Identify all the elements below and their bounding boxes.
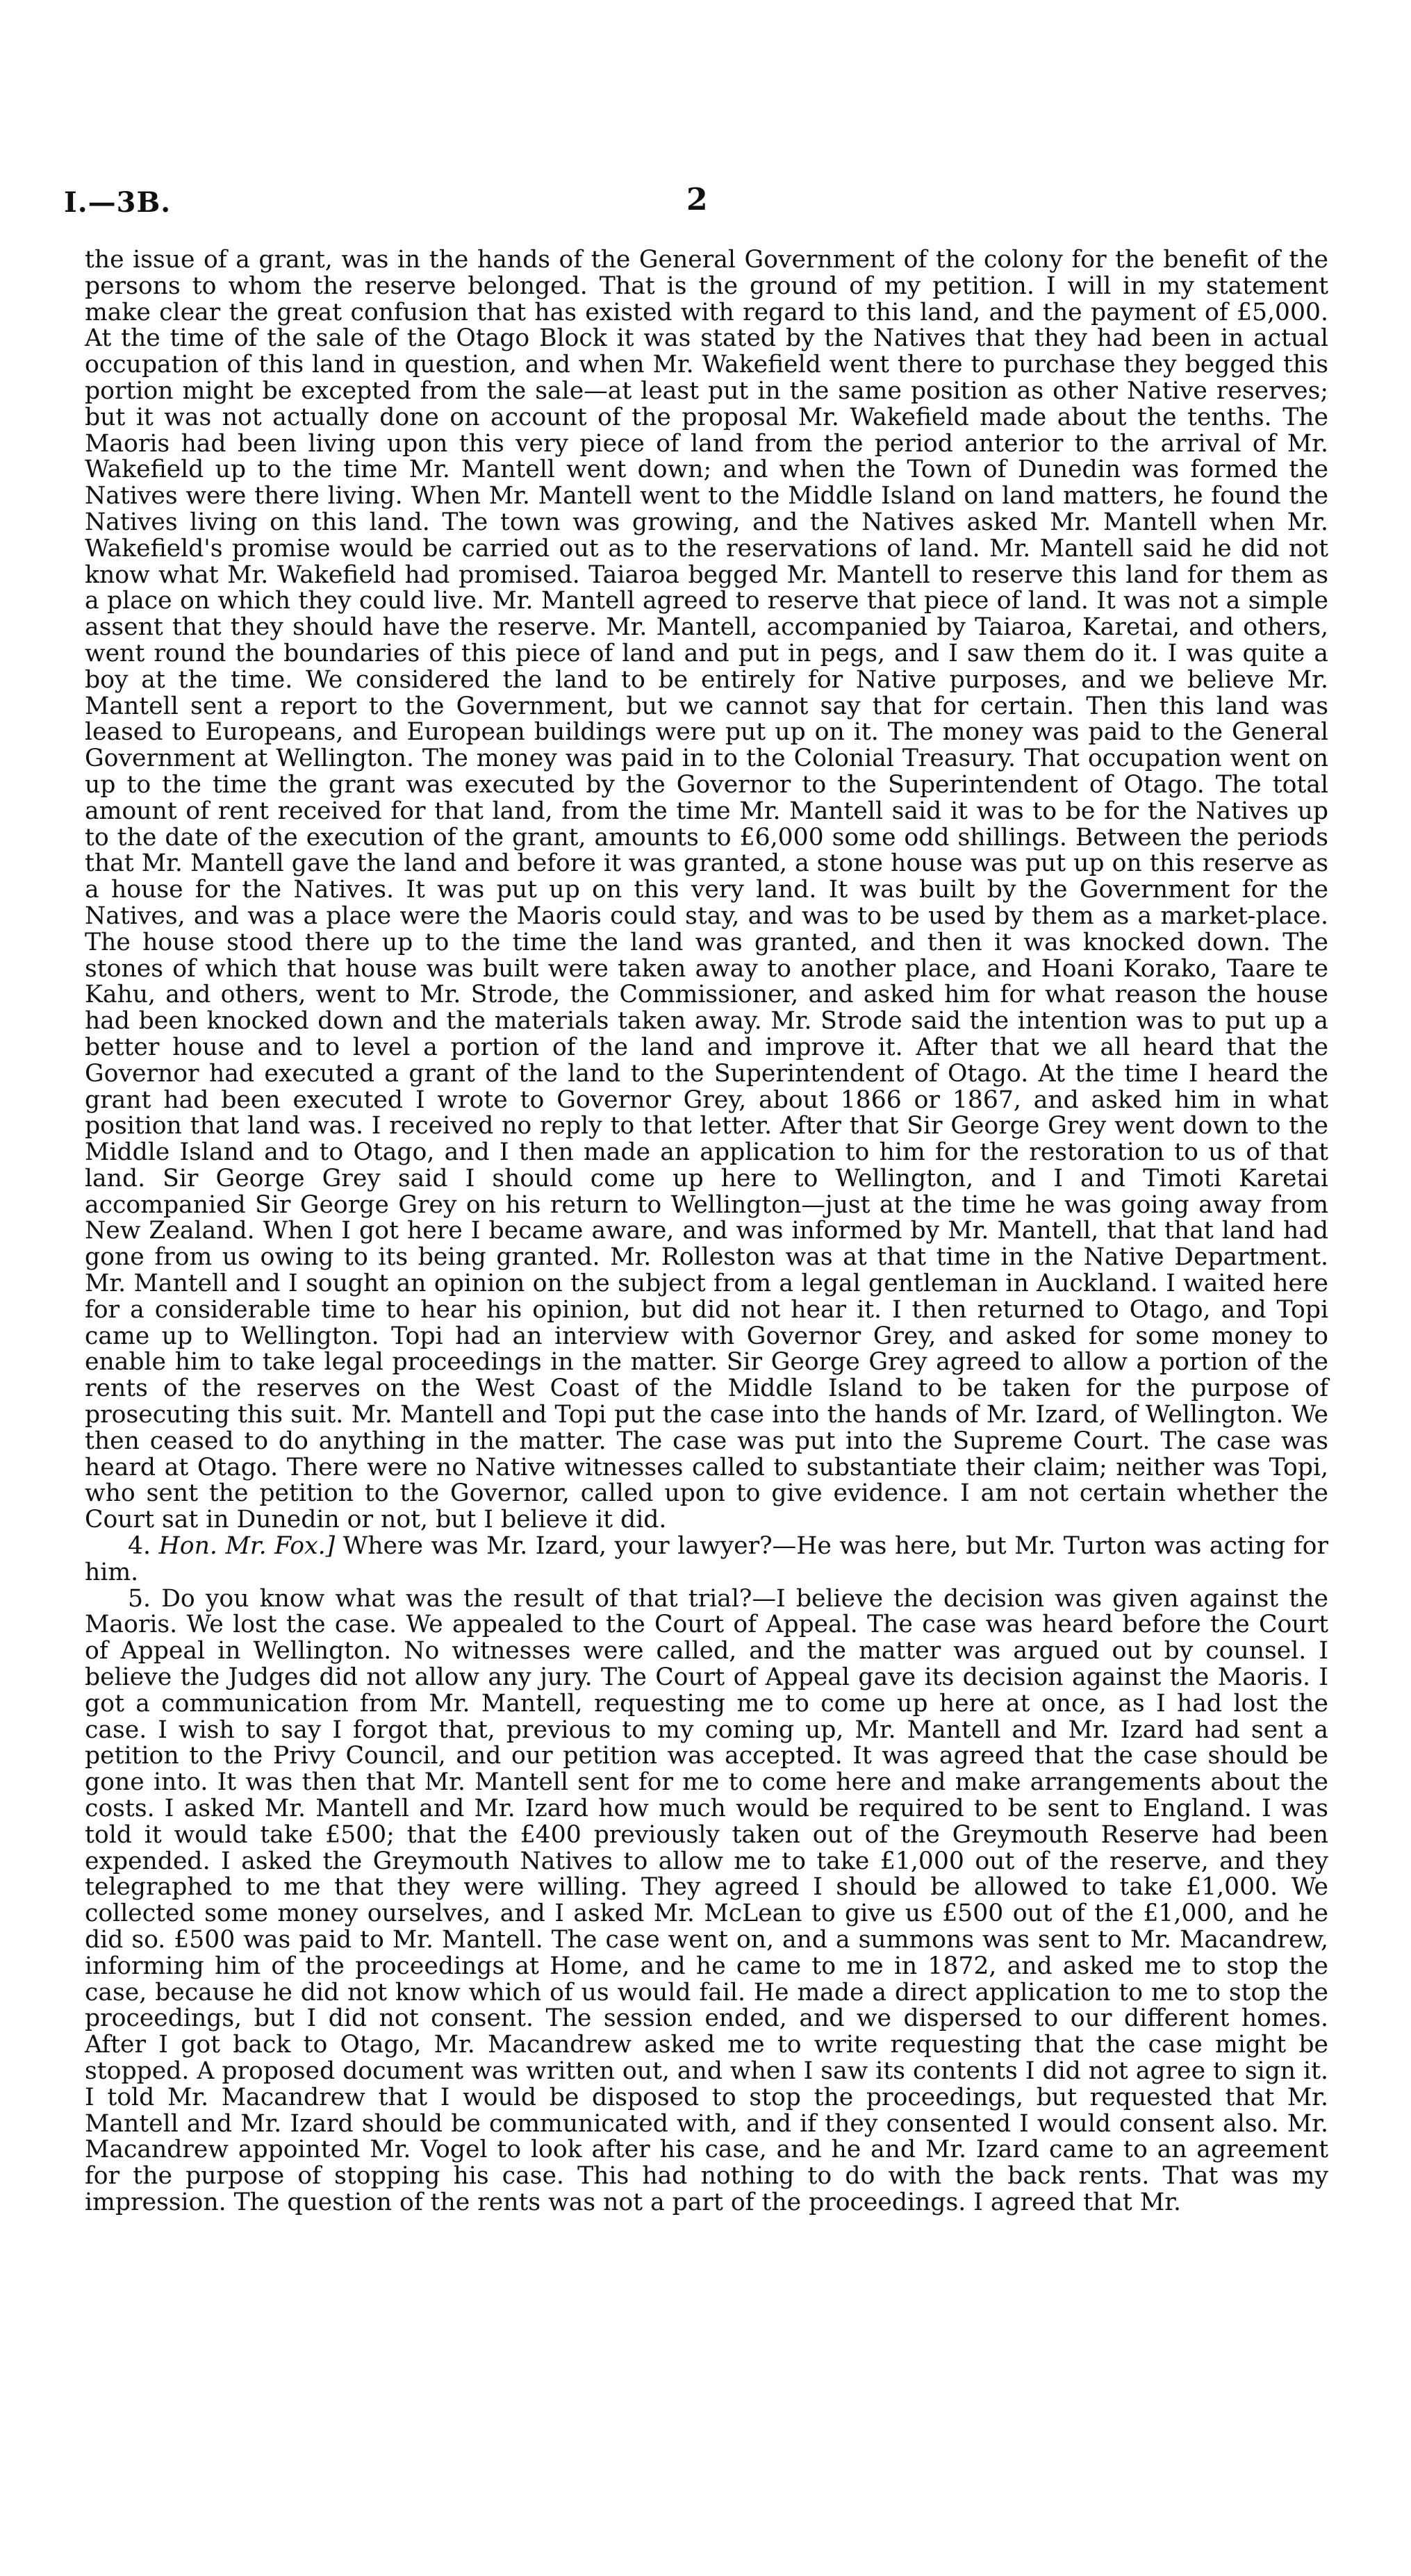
speaker-label: Hon. Mr. Fox.]	[158, 1532, 336, 1561]
question-number: 4.	[128, 1532, 151, 1561]
body-text	[85, 247, 1328, 2216]
paragraph-text: Do you know what was the result of that trial?—I believe the decision was given against the Maoris. We lost the case. We appealed to the Court of Appeal. The case was heard before the Court of Appeal in Wellington. No witnesses were called, and the matter was argued out by counsel. I believe the Judges did not allow any jury. The Court of Appeal gave its decision against the Maoris. I got a communication from Mr. Mantell, requesting me to come up here at once, as I had lost the case. I wish to say I forgot that, previous to my coming up, Mr. Mantell and Mr. Izard had sent a petition to the Privy Council, and our petition was accepted. It was agreed that the case should be gone into. It was then that Mr. Mantell sent for me to come here and make arrangements about the costs. I asked Mr. Mantell and Mr. Izard how much would be required to be sent to England. I was told it would take £500; that the £400 previously taken out of the Greymouth Reserve had been expended. I asked the Greymouth Natives to allow me to take £1,000 out of the reserve, and they telegraphed to me that they were willing. They agreed I should be allowed to take £1,000. We collected some money ourselves, and I asked Mr. McLean to give us £500 out of the £1,000, and he did so. £500 was paid to Mr. Mantell. The case went on, and a summons was sent to Mr. Macandrew, informing him of the proceedings at Home, and he came to me in 1872, and asked me to stop the case, because he did not know which of us would fail. He made a direct application to me to stop the proceedings, but I did not consent. The session ended, and we dispersed to our different homes. After I got back to Otago, Mr. Macandrew asked me to write requesting that the case might be stopped. A proposed document was written out, and when I saw its contents I did not agree to sign it. I told Mr. Macandrew that I would be disposed to stop the proceedings, but requested that Mr. Mantell and Mr. Izard should be communicated with, and if they consented I would consent also. Mr. Macandrew appointed Mr. Vogel to look after his case, and he and Mr. Izard came to an agreement for the purpose of stopping his case. This had nothing to do with the back rents. That was my impression. The question of the rents was not a part of the proceedings. I agreed that Mr.	[85, 1584, 1328, 2216]
paragraph-question-5	[85, 1586, 1328, 2216]
paragraph: the issue of a grant, was in the hands of the General Government of the colony for the benefit of the persons to whom the reserve belonged. That is the ground of my petition. I will in my statement make clear the great confusion that has existed with regard to this land, and the payment of £5,000. At the time of the sale of the Otago Block it was stated by the Natives that they had been in actual occupation of this land in question, and when Mr. Wakefield went there to purchase they begged this portion might be excepted from the sale—at least put in the same position as other Native reserves; but it was not actually done on account of the proposal Mr. Wakefield made about the tenths. The Maoris had been living upon this very piece of land from the period anterior to the arrival of Mr. Wakefield up to the time Mr. Mantell went down; and when the Town of Dunedin was formed the Natives were there living. When Mr. Mantell went to the Middle Island on land matters, he found the Natives living on this land. The town was growing, and the Natives asked Mr. Mantell when Mr. Wakefield's promise would be carried out as to the reservations of land. Mr. Mantell said he did not know what Mr. Wakefield had promised. Taiaroa begged Mr. Mantell to reserve this land for them as a place on which they could live. Mr. Mantell agreed to reserve that piece of land. It was not a simple assent that they should have the reserve. Mr. Mantell, accompanied by Taiaroa, Karetai, and others, went round the boundaries of this piece of land and put in pegs, and I saw them do it. I was quite a boy at the time. We considered the land to be entirely for Native purposes, and we believe Mr. Mantell sent a report to the Government, but we cannot say that for certain. Then this land was leased to Europeans, and European buildings were put up on it. The money was paid to the General Government at Wellington. The money was paid in to the Colonial Treasury. That occupation went on up to the time the grant was executed by the Governor to the Superintendent of Otago. The total amount of rent received for that land, from the time Mr. Mantell said it was to be for the Natives up to the date of the execution of the grant, amounts to £6,000 some odd shillings. Between the periods that Mr. Mantell gave the land and before it was granted, a stone house was put up on this reserve as a house for the Natives. It was put up on this very land. It was built by the Government for the Natives, and was a place were the Maoris could stay, and was to be used by them as a market-place. The house stood there up to the time the land was granted, and then it was knocked down. The stones of which that house was built were taken away to another place, and Hoani Korako, Taare te Kahu, and others, went to Mr. Strode, the Commissioner, and asked him for what reason the house had been knocked down and the materials taken away. Mr. Strode said the intention was to put up a better house and to level a portion of the land and improve it. After that we all heard that the Governor had executed a grant of the land to the Superintendent of Otago. At the time I heard the grant had been executed I wrote to Governor Grey, about 1866 or 1867, and asked him in what position that land was. I received no reply to that letter. After that Sir George Grey went down to the Middle Island and to Otago, and I then made an application to him for the restoration to us of that land. Sir George Grey said I should come up here to Wellington, and I and Timoti Karetai accompanied Sir George Grey on his return to Wellington—just at the time he was going away from New Zealand. When I got here I became aware, and was informed by Mr. Mantell, that that land had gone from us owing to its being granted. Mr. Rolleston was at that time in the Native Department. Mr. Mantell and I sought an opinion on the subject from a legal gentleman in Auckland. I waited here for a considerable time to hear his opinion, but did not hear it. I then returned to Otago, and Topi came up to Wellington. Topi had an interview with Governor Grey, and asked for some money to enable him to take legal proceedings in the matter. Sir George Grey agreed to allow a portion of the rents of the reserves on the West Coast of the Middle Island to be taken for the purpose of prosecuting this suit. Mr. Mantell and Topi put the case into the hands of Mr. Izard, of Wellington. We then ceased to do anything in the matter. The case was put into the Supreme Court. The case was heard at Otago. There were no Native witnesses called to substantiate their claim; neither was Topi, who sent the petition to the Governor, called upon to give evidence. I am not certain whether the Court sat in Dunedin or not, but I believe it did.	[85, 246, 1328, 1534]
paragraph-text: Where was Mr. Izard, your lawyer?—He was here, but Mr. Turton was acting for him.	[85, 1532, 1328, 1586]
page-number: 2	[686, 182, 708, 217]
question-number: 5.	[128, 1584, 151, 1613]
document-reference: I.—3B.	[64, 186, 172, 219]
paragraph-question-4	[85, 1534, 1328, 1586]
